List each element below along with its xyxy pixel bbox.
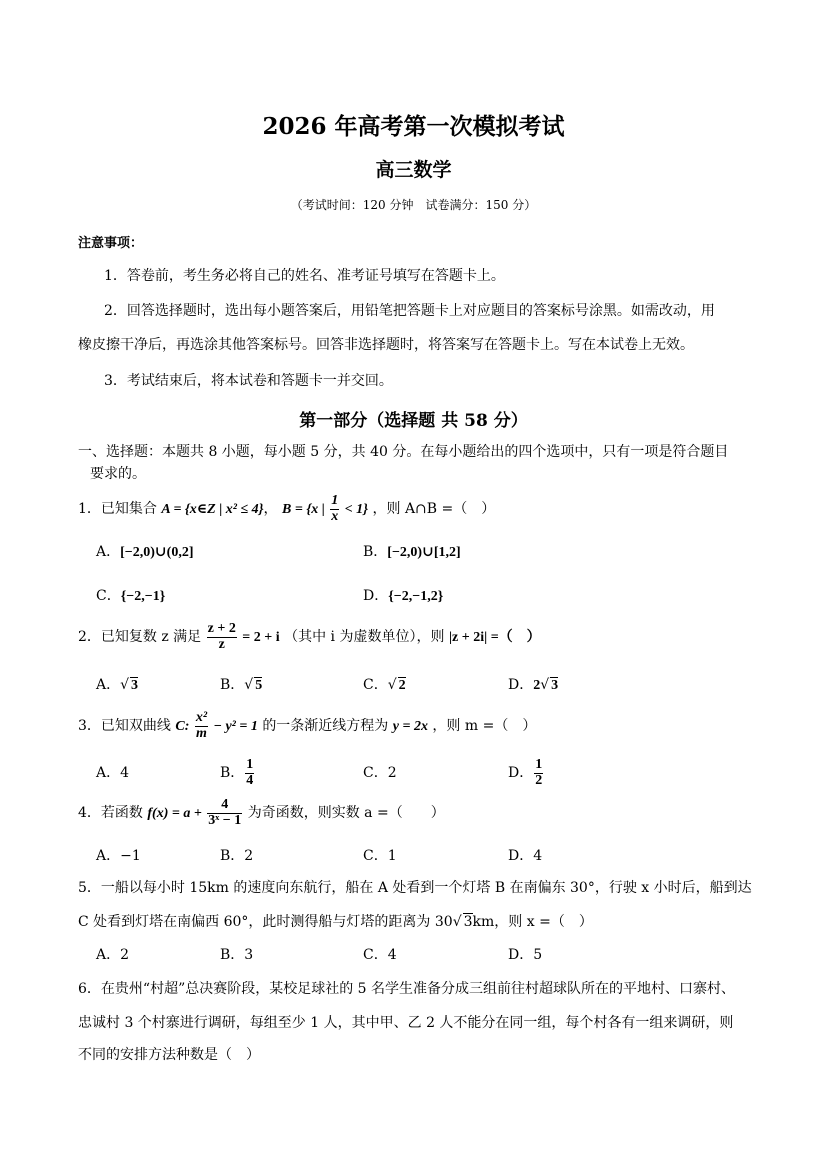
q5-option-d: D．5 <box>508 947 543 963</box>
q3-frac-num: x² <box>195 710 208 725</box>
q3-line: y = 2x <box>392 719 428 735</box>
q5-option-c: C．4 <box>363 947 397 963</box>
q4-frac-den: 3ˣ − 1 <box>208 812 242 828</box>
q3-curve-post: − y² = 1 <box>213 719 258 735</box>
q2-eq: = 2 + i <box>242 630 280 646</box>
page-title: 2026 年高考第一次模拟考试 <box>262 113 565 140</box>
q1-option-c: C．{−2,−1} <box>96 588 166 604</box>
q1-suffix: ，则 A∩B =（ ） <box>372 501 496 518</box>
note-2-cont: 橡皮擦干净后，再选涂其他答案标号。回答非选择题时，将答案写在答题卡上。写在本试卷上无效。 <box>78 337 694 353</box>
question-6-line3: 不同的安排方法种数是（ ） <box>78 1047 260 1063</box>
question-4 <box>78 798 445 828</box>
q1-option-b: B．[−2,0)∪[1,2] <box>363 544 461 560</box>
note-1: 1．答卷前，考生务必将自己的姓名、准考证号填写在答题卡上。 <box>104 268 505 284</box>
q2-option-b: B．√ 5 <box>220 677 263 693</box>
q4-suffix: 为奇函数，则实数 a =（ ） <box>247 805 445 822</box>
question-3: 3．已知双曲线 C: $\frac{\text{x²}}{m}$ − y² = 1 的一条渐近线方程为 y = 2x ，则 m =（ ） <box>78 710 537 741</box>
q3-fraction <box>195 711 208 741</box>
notes-heading: 注意事项： <box>78 236 144 251</box>
q4-option-a: A．−1 <box>96 848 141 864</box>
q5-option-a: A．2 <box>96 947 130 963</box>
q2-prefix: 2．已知复数 z 满足 <box>78 629 202 646</box>
q4-fraction <box>207 798 242 828</box>
q4-option-d: D．4 <box>508 848 543 864</box>
question-5-line2: C 处看到灯塔在南偏西 60°，此时测得船与灯塔的距离为 30√ 3km，则 x =（ ） <box>78 914 593 930</box>
part1-heading: 第一部分（选择题 共 58 分） <box>299 411 528 431</box>
q1-set-b-post: < 1} <box>344 502 369 518</box>
q1-fraction <box>330 494 339 524</box>
q2-fraction <box>207 622 237 652</box>
q3-option-a: A．4 <box>96 765 130 781</box>
q3-frac-den: m <box>195 725 207 741</box>
q1-set-a: A = {x∈Z | x² ≤ 4} <box>161 502 264 518</box>
q1-set-b-pre: B = {x | <box>282 502 325 518</box>
q3-option-b: B． $\frac{1}{4}$ <box>220 757 254 788</box>
q2-frac-num: z + 2 <box>207 621 236 636</box>
note-2: 2．回答选择题时，选出每小题答案后，用铅笔把答题卡上对应题目的答案标号涂黑。如需改动，用 <box>104 303 715 319</box>
q3-mid: 的一条渐近线方程为 <box>262 718 389 735</box>
q2-option-a: A．√ 3 <box>96 677 139 693</box>
question-5-line1: 5．一船以每小时 15km 的速度向东航行，船在 A 处看到一个灯塔 B 在南偏东 30°，行驶 x 小时后，船到达 <box>78 880 752 896</box>
q3-option-d: D． $\frac{1}{2}$ <box>508 757 543 788</box>
page-subtitle: 高三数学 <box>375 159 452 181</box>
section-instructions: 一、选择题：本题共 8 小题，每小题 5 分，共 40 分。在每小题给出的四个选项中，只有一项是符合题目 <box>78 444 729 460</box>
q3-suffix: ，则 m =（ ） <box>432 718 537 735</box>
q1-frac-num: 1 <box>331 493 339 508</box>
q4-option-c: C．1 <box>363 848 397 864</box>
exam-info: （考试时间：120 分钟 试卷满分：150 分） <box>290 198 537 212</box>
q2-mid: （其中 i 为虚数单位），则 <box>284 629 445 646</box>
q4-frac-num: 4 <box>207 798 242 814</box>
q3-option-c: C．2 <box>363 765 397 781</box>
q2-frac-den: z <box>218 636 225 652</box>
q2-option-d: D．2√ 3 <box>508 677 559 693</box>
q4-prefix: 4．若函数 <box>78 805 143 822</box>
question-6-line1: 6．在贵州“村超”总决赛阶段，某校足球社的 5 名学生准备分成三组前往村超球队所在的平地村、口寨村、 <box>78 981 736 997</box>
q2-abs: |z + 2i| =（ ） <box>448 630 541 646</box>
section-instructions-cont: 要求的。 <box>90 466 146 482</box>
q1-frac-den: x <box>331 508 339 524</box>
question-1: 1．已知集合 A = {x∈Z | x² ≤ 4}， B = {x | $\frac{1}{x}$ < 1} ，则 A∩B =（ ） <box>78 493 496 524</box>
q2-option-c: C．√ 2 <box>363 677 406 693</box>
q1-option-d: D．{−2,−1,2} <box>363 588 444 604</box>
q4-option-b: B．2 <box>220 848 254 864</box>
q3-prefix: 3．已知双曲线 <box>78 718 171 735</box>
q4-function: f(x) = a + <box>147 806 202 822</box>
question-2 <box>78 622 541 652</box>
note-3: 3．考试结束后，将本试卷和答题卡一并交回。 <box>104 373 393 389</box>
q1-option-a: A．[−2,0)∪(0,2] <box>96 544 194 560</box>
q1-prefix: 1．已知集合 <box>78 501 157 518</box>
q5-option-b: B．3 <box>220 947 254 963</box>
question-6-line2: 忠诚村 3 个村寨进行调研，每组至少 1 人，其中甲、乙 2 人不能分在同一组，每个村各有一组来调研，则 <box>78 1015 734 1031</box>
